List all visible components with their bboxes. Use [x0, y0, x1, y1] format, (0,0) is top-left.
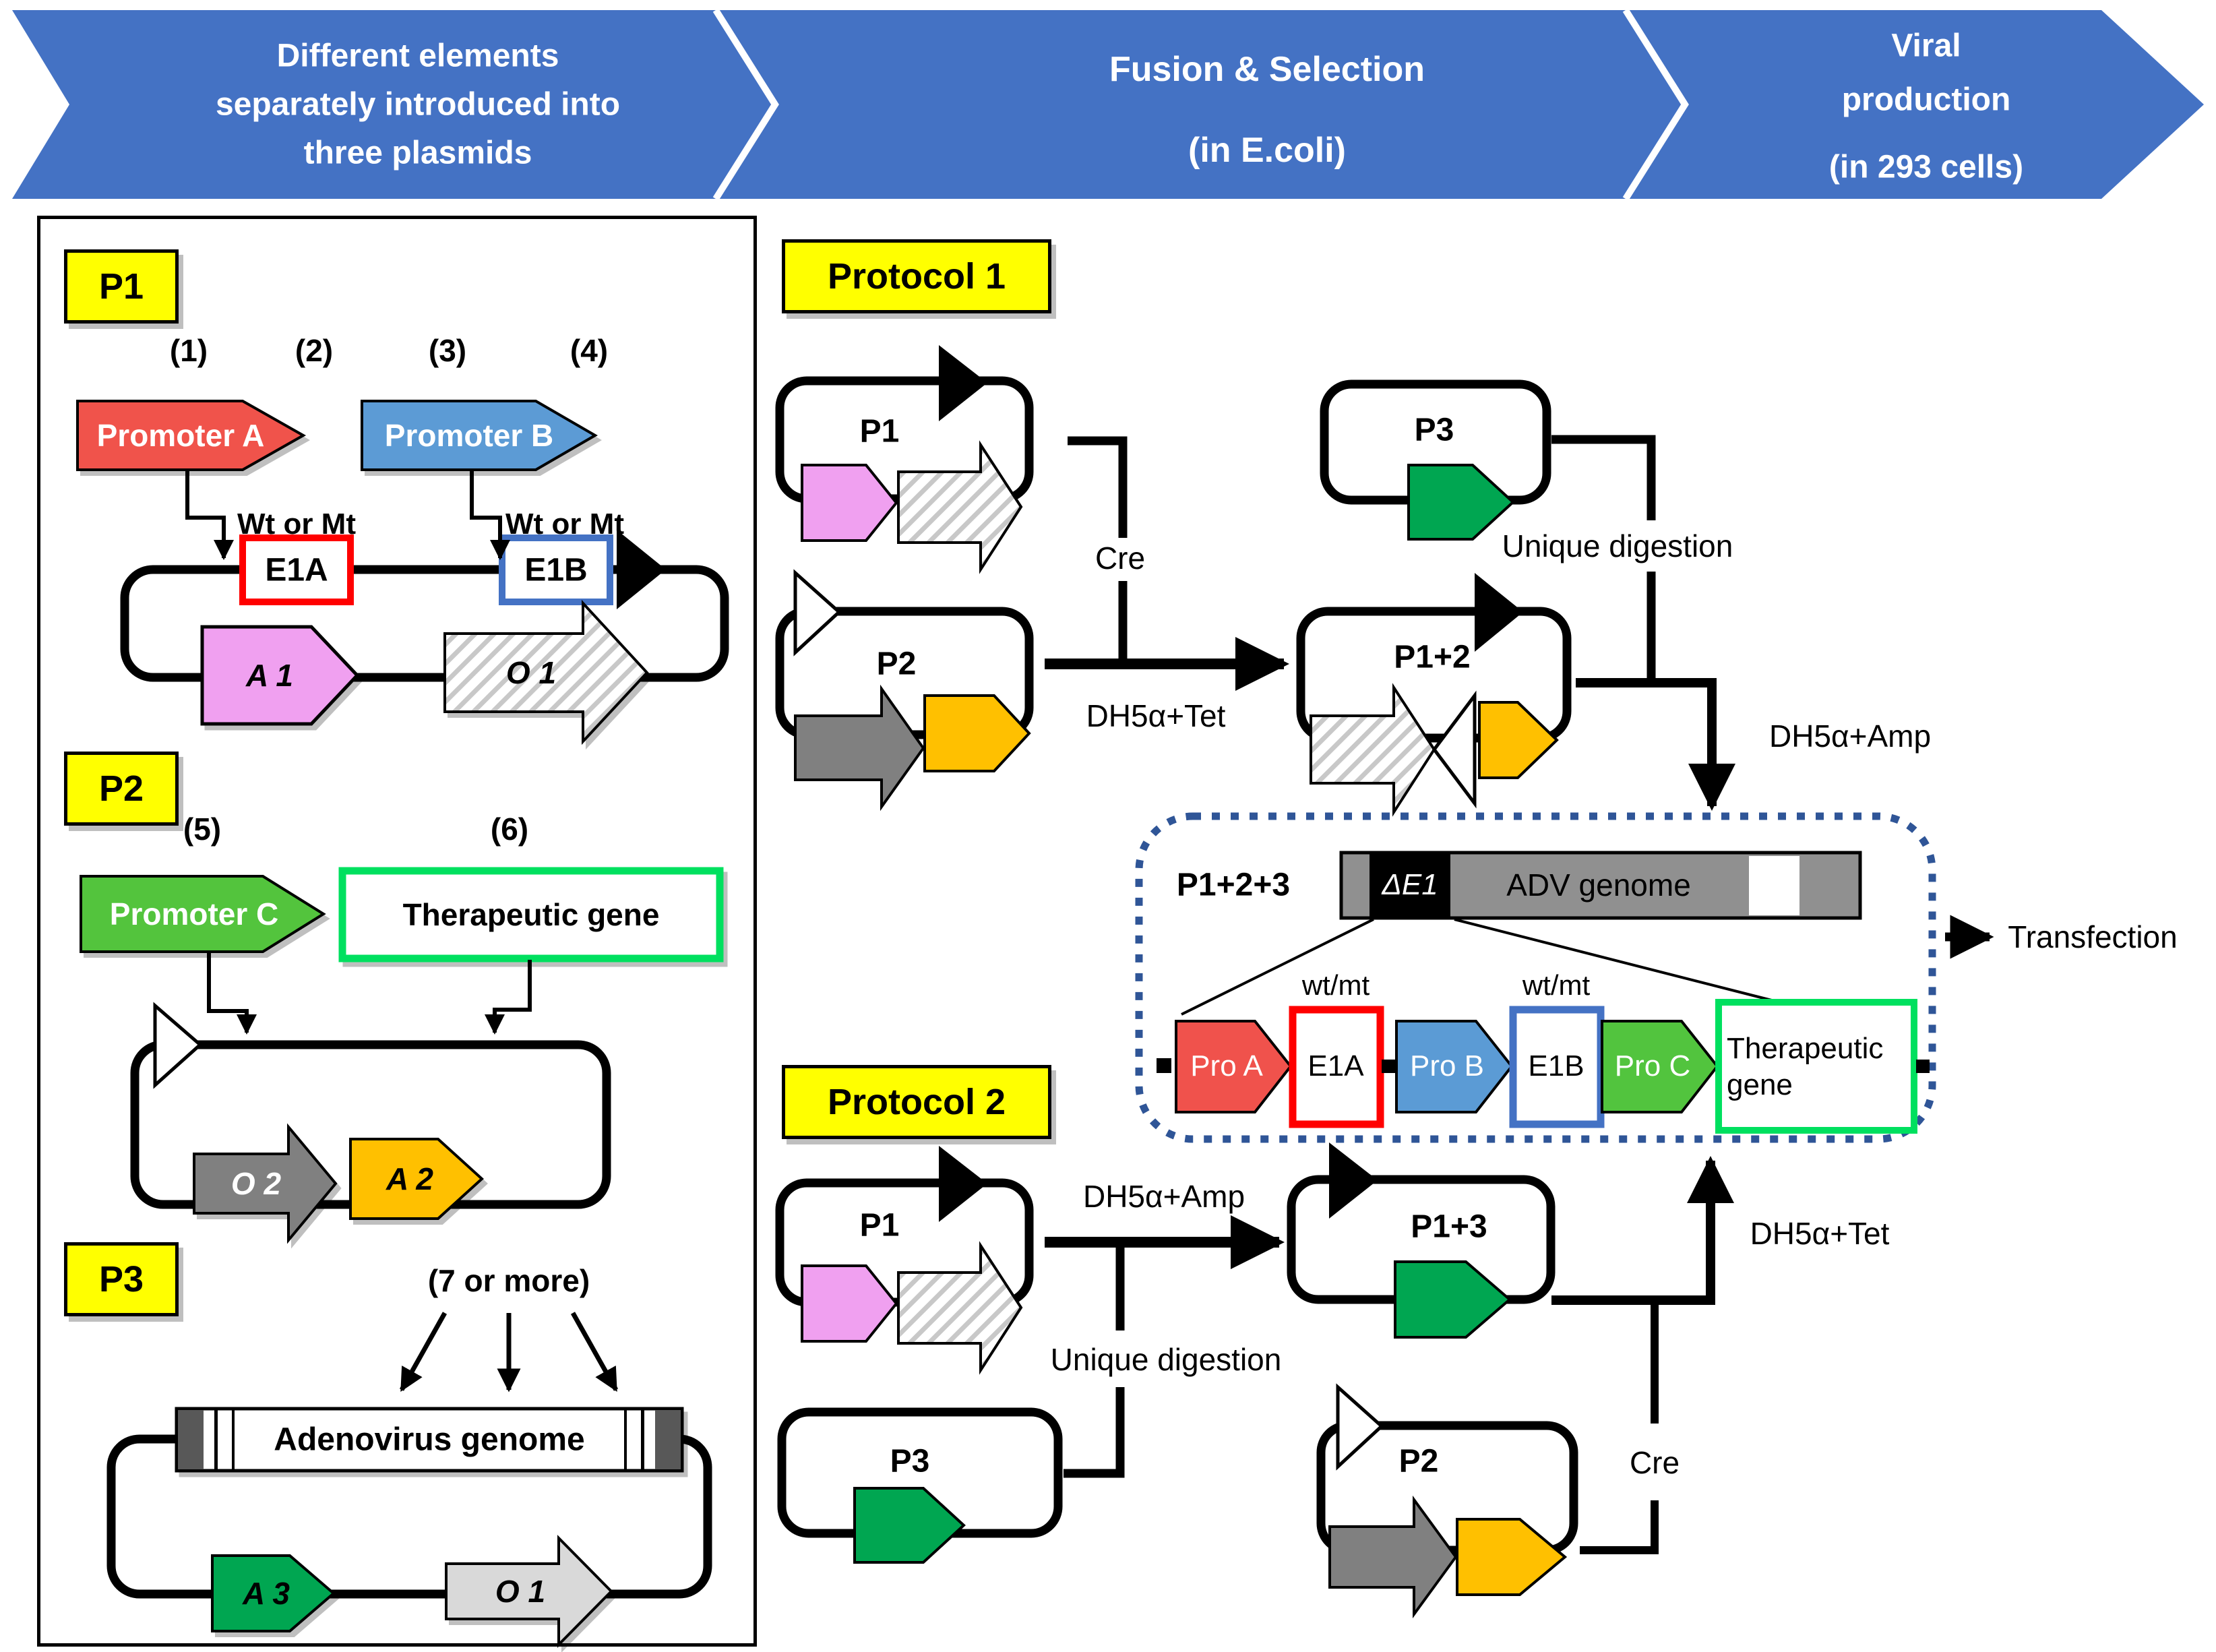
element-number-2: (2) — [295, 333, 334, 368]
dh5a-amp-label-1: DH5α+Amp — [1768, 718, 1932, 754]
promoter-a-insert-connector — [187, 471, 224, 558]
therapeutic-gene-result-box — [1719, 1002, 1914, 1130]
banner-step2-line2: (in E.coli) — [1188, 131, 1346, 170]
p1a-name: P1 — [859, 413, 900, 450]
cre-label-2: Cre — [1629, 1445, 1680, 1480]
protocol1-label: Protocol 1 — [782, 239, 1051, 313]
banner-step3-line1: Viral — [1891, 28, 1961, 64]
construct-mid-square — [1382, 1060, 1395, 1073]
o1-light-label: O 1 — [495, 1574, 546, 1609]
o1-label: O 1 — [505, 655, 557, 690]
promoter-c-label: Promoter C — [109, 896, 279, 931]
e1a-result-label: E1A — [1307, 1049, 1364, 1082]
transfection-label: Transfection — [2008, 919, 2178, 954]
element-number-1: (1) — [169, 333, 208, 368]
unique-digestion-connector-2b — [1064, 1387, 1120, 1473]
e1b-label: E1B — [524, 552, 588, 588]
p1a-output-connector — [1068, 441, 1123, 538]
p3b-name: P3 — [890, 1443, 930, 1479]
promoter-c-insert-connector — [209, 953, 247, 1033]
p2a-name: P2 — [876, 646, 917, 682]
unique-digestion-label-1: Unique digestion — [1502, 528, 1733, 563]
to-result-arrow-2 — [1551, 1161, 1711, 1300]
more-elements-arrow-1 — [402, 1313, 445, 1390]
p12-name: P1+2 — [1394, 639, 1471, 675]
p1b-name: P1 — [859, 1207, 900, 1244]
wt-or-mt-label-a: Wt or Mt — [237, 508, 356, 541]
cre-label-1: Cre — [1095, 541, 1146, 576]
p3-section-label: P3 — [64, 1242, 179, 1316]
a1-label: A 1 — [246, 658, 293, 693]
banner-step1-line3: three plasmids — [303, 135, 532, 171]
element-number-4: (4) — [570, 333, 609, 368]
e1a-label: E1A — [265, 552, 328, 588]
banner-step3-line3: (in 293 cells) — [1828, 149, 2024, 185]
dh5a-amp-label-2: DH5α+Amp — [1082, 1179, 1245, 1214]
element-number-5: (5) — [183, 812, 222, 847]
dh5a-tet-label-2: DH5α+Tet — [1750, 1216, 1890, 1251]
pro-a-label: Pro A — [1190, 1049, 1263, 1082]
therapeutic-result-line2: gene — [1727, 1068, 1793, 1101]
promoter-a-label: Promoter A — [96, 418, 265, 453]
therapeutic-result-line1: Therapeutic — [1727, 1032, 1884, 1065]
unique-digestion-label-2: Unique digestion — [1050, 1342, 1282, 1377]
p1-direction-triangle — [617, 530, 666, 609]
adv-genome-label: ADV genome — [1506, 867, 1691, 903]
protocol2-label: Protocol 2 — [782, 1065, 1051, 1139]
pro-c-label: Pro C — [1614, 1049, 1691, 1082]
to-result-arrow — [1576, 683, 1712, 806]
seven-or-more-label: (7 or more) — [427, 1263, 590, 1298]
delta-e1-label: ΔE1 — [1382, 868, 1438, 901]
p123-name: P1+2+3 — [1176, 867, 1291, 903]
element-number-3: (3) — [428, 333, 467, 368]
element-number-6: (6) — [490, 812, 529, 847]
therapeutic-gene-insert-connector — [495, 960, 530, 1033]
p2b-name: P2 — [1398, 1443, 1439, 1479]
wt-mt-label-a: wt/mt — [1301, 969, 1370, 1001]
e1b-result-label: E1B — [1528, 1049, 1584, 1082]
promoter-b-insert-connector — [472, 471, 500, 558]
banner-step2-line1: Fusion & Selection — [1109, 50, 1425, 89]
pro-b-label: Pro B — [1409, 1049, 1485, 1082]
wt-or-mt-label-b: Wt or Mt — [505, 508, 624, 541]
promoter-b-label: Promoter B — [384, 418, 554, 453]
banner-step1-line2: separately introduced into — [215, 86, 621, 123]
a2-label: A 2 — [386, 1161, 433, 1196]
p2-section-label: P2 — [64, 752, 179, 826]
construct-end-square-right — [1916, 1060, 1930, 1073]
zoom-line-right — [1454, 919, 1793, 1006]
banner-step1-line1: Different elements — [276, 38, 559, 74]
cre-connector-2b — [1580, 1500, 1655, 1550]
p13-name: P1+3 — [1411, 1209, 1487, 1245]
banner-step3-line2: production — [1841, 82, 2011, 118]
o2-label: O 2 — [230, 1166, 282, 1201]
p3a-name: P3 — [1414, 412, 1454, 448]
dh5a-tet-label-1: DH5α+Tet — [1086, 698, 1226, 733]
adenovirus-genome-label: Adenovirus genome — [274, 1421, 585, 1458]
wt-mt-label-b: wt/mt — [1522, 969, 1591, 1001]
construct-end-square-left — [1157, 1058, 1171, 1073]
p3a-output-connector — [1551, 439, 1651, 520]
p2-open-triangle — [155, 1006, 200, 1085]
a3-label: A 3 — [243, 1576, 290, 1611]
more-elements-arrow-3 — [573, 1313, 616, 1390]
therapeutic-gene-label: Therapeutic gene — [402, 897, 660, 932]
p1-section-label: P1 — [64, 249, 179, 324]
